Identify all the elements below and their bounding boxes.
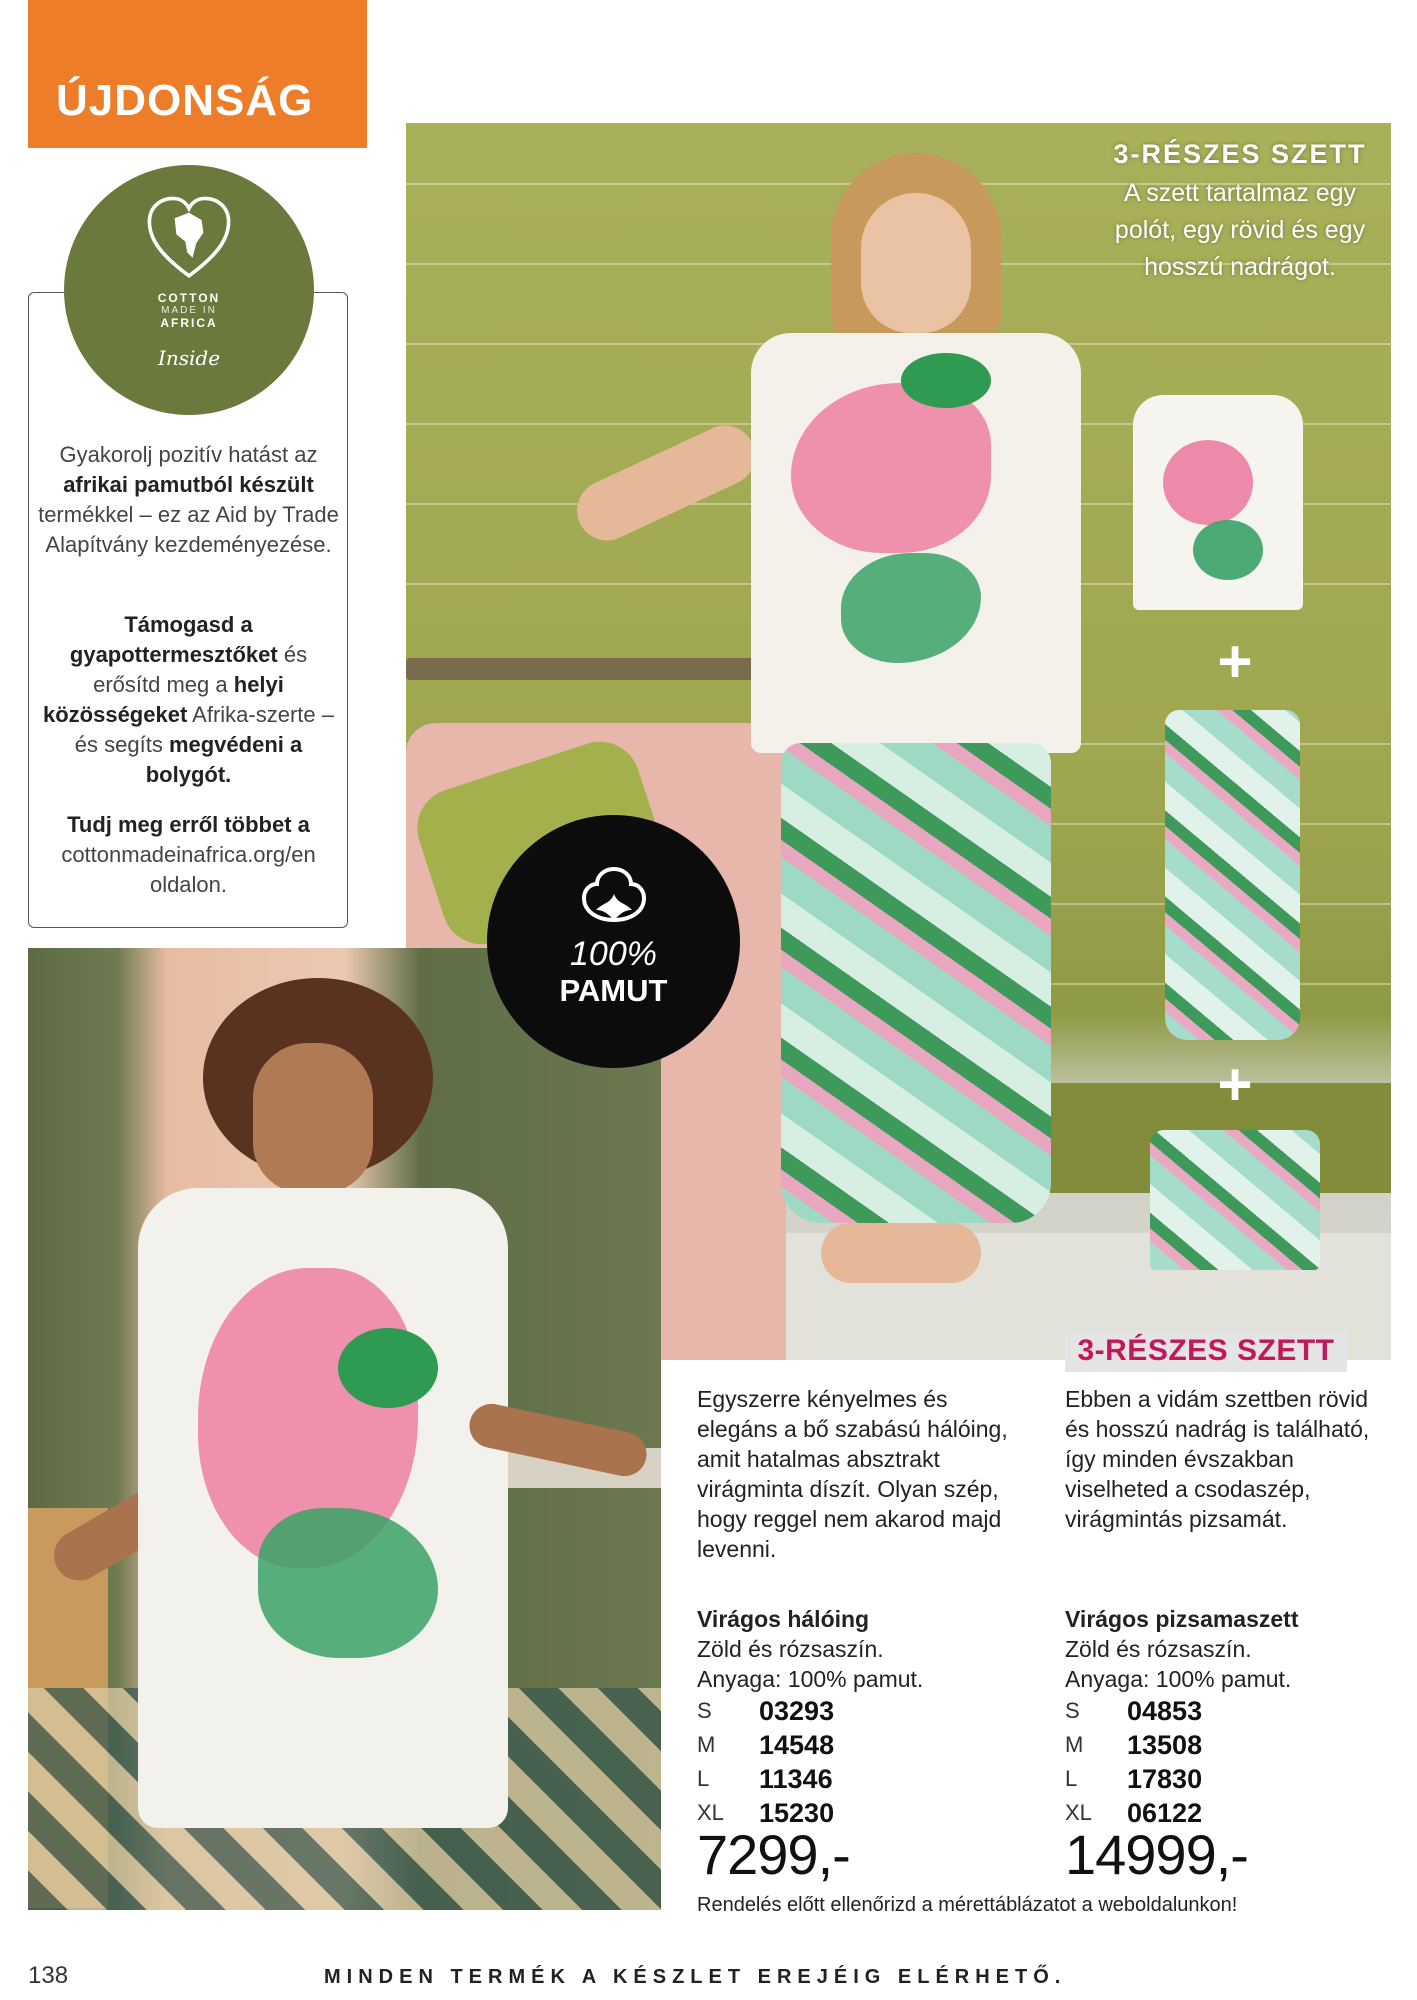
size-label: L	[1065, 1766, 1078, 1791]
product-color: Zöld és rózsaszín.	[1065, 1636, 1252, 1662]
cotton-badge-label: PAMUT	[559, 972, 668, 1008]
size-code: 04853	[1127, 1696, 1203, 1726]
size-row	[697, 1762, 1027, 1796]
product-description: Ebben a vidám szettben rövid és hosszú nadrág is található, így minden évszakban viselheted a csodaszép, virágmintás pizsamát.	[1065, 1386, 1370, 1532]
size-row	[1065, 1762, 1395, 1796]
info-text: termékkel – ez az Aid by Trade Alapítvány kezdeményezése.	[38, 502, 339, 557]
set-caption-title: 3-RÉSZES SZETT	[1113, 139, 1367, 169]
size-code: 15230	[759, 1798, 835, 1828]
size-code: 06122	[1127, 1798, 1203, 1828]
set-label: 3-RÉSZES SZETT	[1065, 1330, 1347, 1372]
product-description: Egyszerre kényelmes és elegáns a bő szabású hálóing, amit hatalmas absztrakt virágminta díszít. Olyan szép, hogy reggel nem akarod majd levenni.	[697, 1386, 1008, 1562]
plus-icon: +	[1217, 1051, 1253, 1118]
info-text: Gyakorolj pozitív hatást az	[59, 442, 318, 467]
info-paragraph-3	[36, 810, 341, 900]
plus-icon: +	[1217, 628, 1253, 695]
info-text-bold: Támogasd a gyapottermesztőket	[69, 612, 278, 667]
set-piece-shorts	[1150, 1130, 1320, 1270]
product-name: Virágos pizsamaszett	[1065, 1606, 1299, 1632]
size-chart-note: Rendelés előtt ellenőrizd a mérettáblázatot a weboldalunkon!	[697, 1894, 1238, 1916]
seal-text-inside: Inside	[157, 345, 221, 370]
info-text-bold: helyi közösségeket	[42, 672, 284, 727]
set-piece-tshirt	[1133, 395, 1303, 610]
info-text: és erősítd meg a	[93, 642, 308, 697]
size-row	[697, 1728, 1027, 1762]
product-name: Virágos hálóing	[697, 1606, 870, 1632]
set-caption-description: A szett tartalmaz egy polót, egy rövid és egy hosszú nadrágot.	[1114, 179, 1366, 281]
product-material: Anyaga: 100% pamut.	[1065, 1666, 1292, 1692]
product-color: Zöld és rózsaszín.	[697, 1636, 884, 1662]
model-pyjama	[711, 153, 1131, 1293]
size-code: 03293	[759, 1696, 835, 1726]
product-price: 14999,-	[1065, 1823, 1248, 1886]
page-number: 138	[28, 1962, 69, 1989]
set-piece-long-pants	[1165, 710, 1300, 1040]
size-label: XL	[1065, 1800, 1092, 1825]
info-text-bold: Tudj meg erről többet a	[67, 812, 310, 837]
info-text-bold: megvédeni a bolygót.	[145, 732, 303, 787]
info-link-text: cottonmadeinafrica.org/en oldalon.	[61, 842, 316, 897]
size-label: XL	[697, 1800, 724, 1825]
product-size-list	[1065, 1694, 1395, 1830]
set-caption	[1095, 135, 1385, 286]
size-code: 14548	[759, 1730, 835, 1760]
new-badge	[28, 0, 367, 148]
footer-disclaimer: MINDEN TERMÉK A KÉSZLET EREJÉIG ELÉRHETŐ.	[324, 1966, 1067, 1988]
size-row	[697, 1694, 1027, 1728]
info-text: Afrika-szerte – és segíts	[74, 702, 334, 757]
seal-text-made-in: MADE IN	[161, 304, 217, 316]
cotton-badge-percent: 100%	[570, 934, 657, 973]
seal-text-cotton: COTTON	[157, 290, 221, 305]
size-code: 11346	[759, 1764, 833, 1794]
size-label: M	[1065, 1732, 1084, 1757]
cotton-made-in-africa-seal	[64, 165, 314, 415]
info-paragraph-1	[36, 440, 341, 560]
cotton-badge	[487, 815, 740, 1068]
info-text-bold: afrikai pamutból készült	[63, 472, 314, 497]
product-material: Anyaga: 100% pamut.	[697, 1666, 924, 1692]
size-row	[1065, 1728, 1395, 1762]
africa-heart-icon	[144, 193, 234, 283]
size-code: 13508	[1127, 1730, 1203, 1760]
size-label: S	[1065, 1698, 1080, 1723]
size-label: M	[697, 1732, 716, 1757]
size-row	[1065, 1694, 1395, 1728]
new-badge-label: ÚJDONSÁG	[56, 76, 314, 125]
cotton-flower-icon	[576, 864, 652, 926]
nightdress-photo	[28, 948, 661, 1910]
size-label: S	[697, 1698, 712, 1723]
info-paragraph-2	[36, 610, 341, 790]
product-price: 7299,-	[697, 1823, 850, 1886]
product-size-list	[697, 1694, 1027, 1830]
seal-text-africa: AFRICA	[160, 315, 218, 330]
size-label: L	[697, 1766, 710, 1791]
size-code: 17830	[1127, 1764, 1203, 1794]
